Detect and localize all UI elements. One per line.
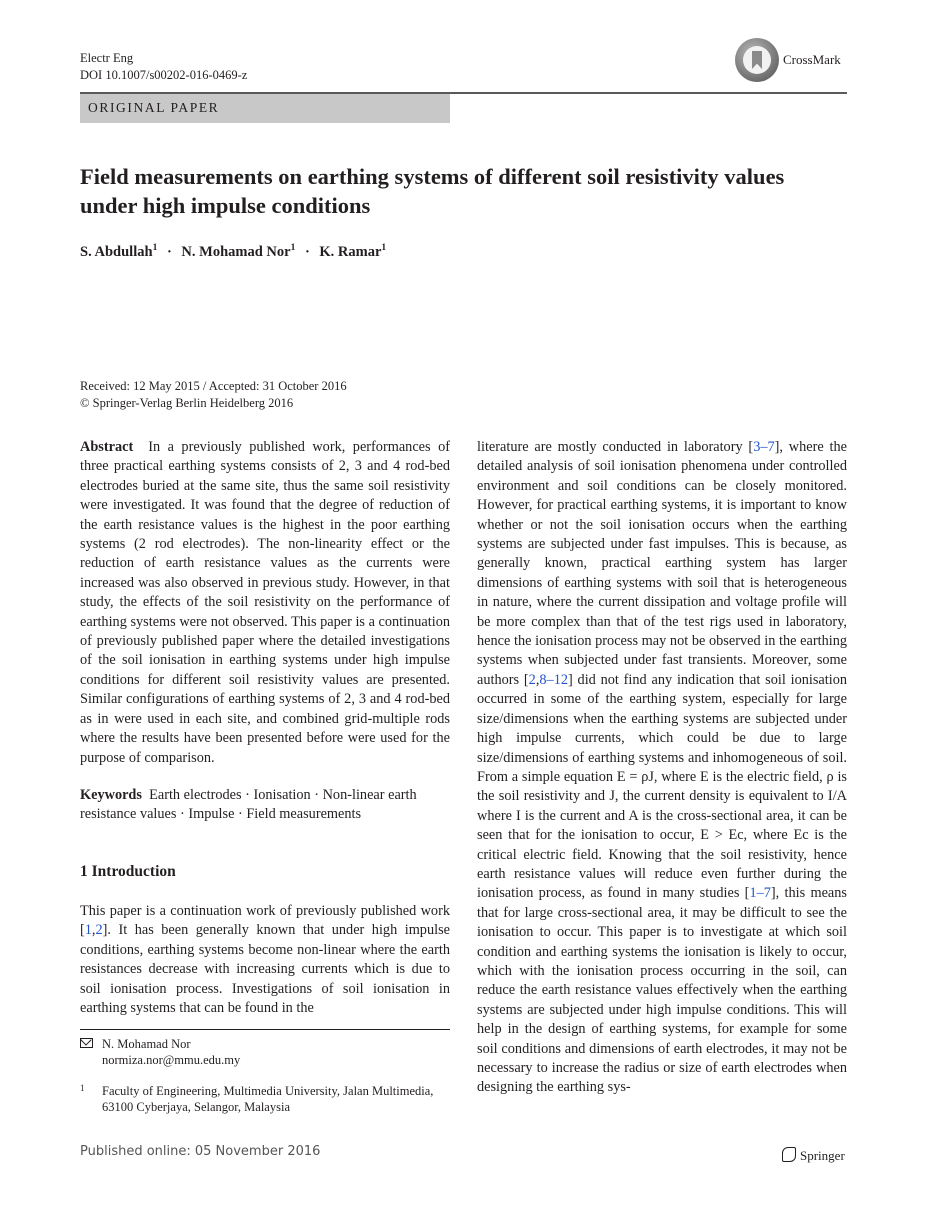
author-affil-sup: 1: [381, 243, 387, 253]
author-list: [80, 243, 386, 261]
springer-logo: [782, 1145, 845, 1164]
body-text: ] did not find any indication that soil ionisation occurred in some of the earthing system, especially for large size/dimensions when the earthing systems are subjected under high impulse currents, which could be due to large size/dimensions of earthing systems and inhomogeneous of soil. From a simple equation E = ρJ, where E is the electric field, ρ is the soil resistivity and J, the current density is equivalent to I/A where I is the current and A is the cross-sectional area, it can be seen that for the ionisation to occur, E > Ec, where Ec is the critical electric field. Knowing that the soil resistivity, hence earth resistance values will reduce even further during the ionisation process, as found in many studies [: [477, 671, 847, 902]
author-name[interactable]: S. Abdullah: [80, 243, 153, 260]
publisher-name: Springer: [800, 1148, 845, 1163]
author-name[interactable]: N. Mohamad Nor: [181, 243, 291, 260]
author-affil-sup: 1: [290, 243, 296, 253]
citation-link[interactable]: 1–7: [749, 885, 771, 902]
corr-email[interactable]: normiza.nor@mmu.edu.my: [102, 1053, 241, 1067]
citation-link[interactable]: 2: [95, 922, 103, 939]
affil-text: Faculty of Engineering, Multimedia University, Jalan Multimedia, 63100 Cyberjaya, Selangor, Malaysia: [102, 1084, 434, 1114]
author-separator: ·: [166, 243, 172, 260]
corresponding-author: [80, 1036, 240, 1068]
article-type: ORIGINAL PAPER: [88, 100, 220, 115]
citation-separator: ,: [91, 922, 96, 939]
body-text: literature are mostly conducted in laboratory [: [477, 439, 754, 455]
journal-info: [80, 50, 247, 84]
citation-link[interactable]: 1: [84, 922, 92, 939]
paper-title: Field measurements on earthing systems of different soil resistivity values under high impulse conditions: [80, 164, 785, 218]
keywords-text: Earth electrodes · Ionisation · Non-linear earth resistance values · Impulse · Field measurements: [80, 787, 417, 823]
copyright: © Springer-Verlag Berlin Heidelberg 2016: [80, 395, 294, 410]
author-name[interactable]: K. Ramar: [319, 243, 382, 260]
article-type-bar: [80, 94, 450, 123]
crossmark-badge[interactable]: [735, 38, 850, 82]
abstract: [80, 438, 450, 768]
intro-paragraph: [80, 902, 450, 1018]
author-separator: ·: [304, 243, 310, 260]
citation-link[interactable]: 2: [528, 671, 536, 688]
citation-link[interactable]: 8–12: [539, 671, 568, 688]
intro-text: This paper is a continuation work of previously published work [: [80, 903, 450, 939]
corr-name: N. Mohamad Nor: [102, 1037, 191, 1051]
right-column-text: [477, 438, 847, 1098]
keywords-label: Keywords: [80, 787, 142, 803]
abstract-label: Abstract: [80, 439, 134, 455]
section-heading: 1 Introduction: [80, 863, 176, 880]
author-affil-sup: 1: [152, 243, 158, 253]
keywords: [80, 786, 450, 825]
crossmark-label: CrossMark: [783, 52, 841, 67]
crossmark-icon: [735, 38, 779, 82]
citation-link[interactable]: 3–7: [753, 439, 775, 455]
affil-number: 1: [80, 1083, 85, 1093]
doi[interactable]: DOI 10.1007/s00202-016-0469-z: [80, 68, 248, 82]
body-text: ], this means that for large cross-sectional area, it may be difficult to see the ionisation to occur. This paper is to investigate at which soil condition and earthing systems the ionisation is likely to occur, which with the ionisation process occurring in the soil, can reduce the earth resistance values effectively when the earthing systems are subjected under high impulse conditions. This will help in the design of earthing systems, for example for some soil conditions and dimensions of earth electrodes, it may not be necessary to increase the radius or size of earth electrodes when designing the earthing sys-: [477, 885, 847, 1096]
body-text: ], where the detailed analysis of soil ionisation phenomena under controlled environment and soil conditions can be closely monitored. However, for practical earthing systems, it is important to know whether or not the soil ionisation occurs when the earthing systems are subjected under fast impulses. This is because, as generally known, practical earthing system has larger dimensions of earthing systems with soil that is heterogeneous in nature, where the current dissipation and voltage profile will be more complex than that of the test rigs used in laboratory, hence the ionisation process may not be observed in the earthing systems when subjected under fast transients. Moreover, some authors [: [477, 439, 847, 688]
published-online: Published online: 05 November 2016: [80, 1144, 321, 1159]
springer-horse-icon: [782, 1147, 796, 1162]
intro-text: ]. It has been generally known that under high impulse conditions, earthing systems become non-linear where the earth resistances decrease with increasing currents which is due to soil ionisation process. Investigations of soil ionisation in earthing systems that can be found in the: [80, 922, 450, 1017]
article-dates: [80, 378, 347, 411]
received-accepted: Received: 12 May 2015 / Accepted: 31 October 2016: [80, 379, 347, 393]
abstract-text: In a previously published work, performances of three practical earthing systems consists of 2, 3 and 4 rod-bed electrodes buried at the same site, thus the same soil resistivity were investigated. It was found that the degree of reduction of the earth resistance values is the highest in the poor earthing systems (2 rod electrodes). The non-linearity effect or the reduction of earth resistance values as the currents were increased was also observed in previous study. However, in that study, the effects of the soil resistivity on the performance of earthing systems were not observed. This paper is a continuation of previously published paper where the detailed investigations of the soil ionisation in earthing systems under high impulse conditions for different soil resistivity values are presented. Similar configurations of earthing systems of 2, 3 and 4 rod-bed as in were used in each site, and combined grid-multiple rods where the results have been presented before were used for the purpose of comparison.: [80, 439, 450, 766]
citation-separator: ,: [535, 671, 540, 688]
journal-name: Electr Eng: [80, 51, 134, 65]
email-envelope-icon: [80, 1038, 93, 1048]
footnote-rule: [80, 1029, 450, 1030]
